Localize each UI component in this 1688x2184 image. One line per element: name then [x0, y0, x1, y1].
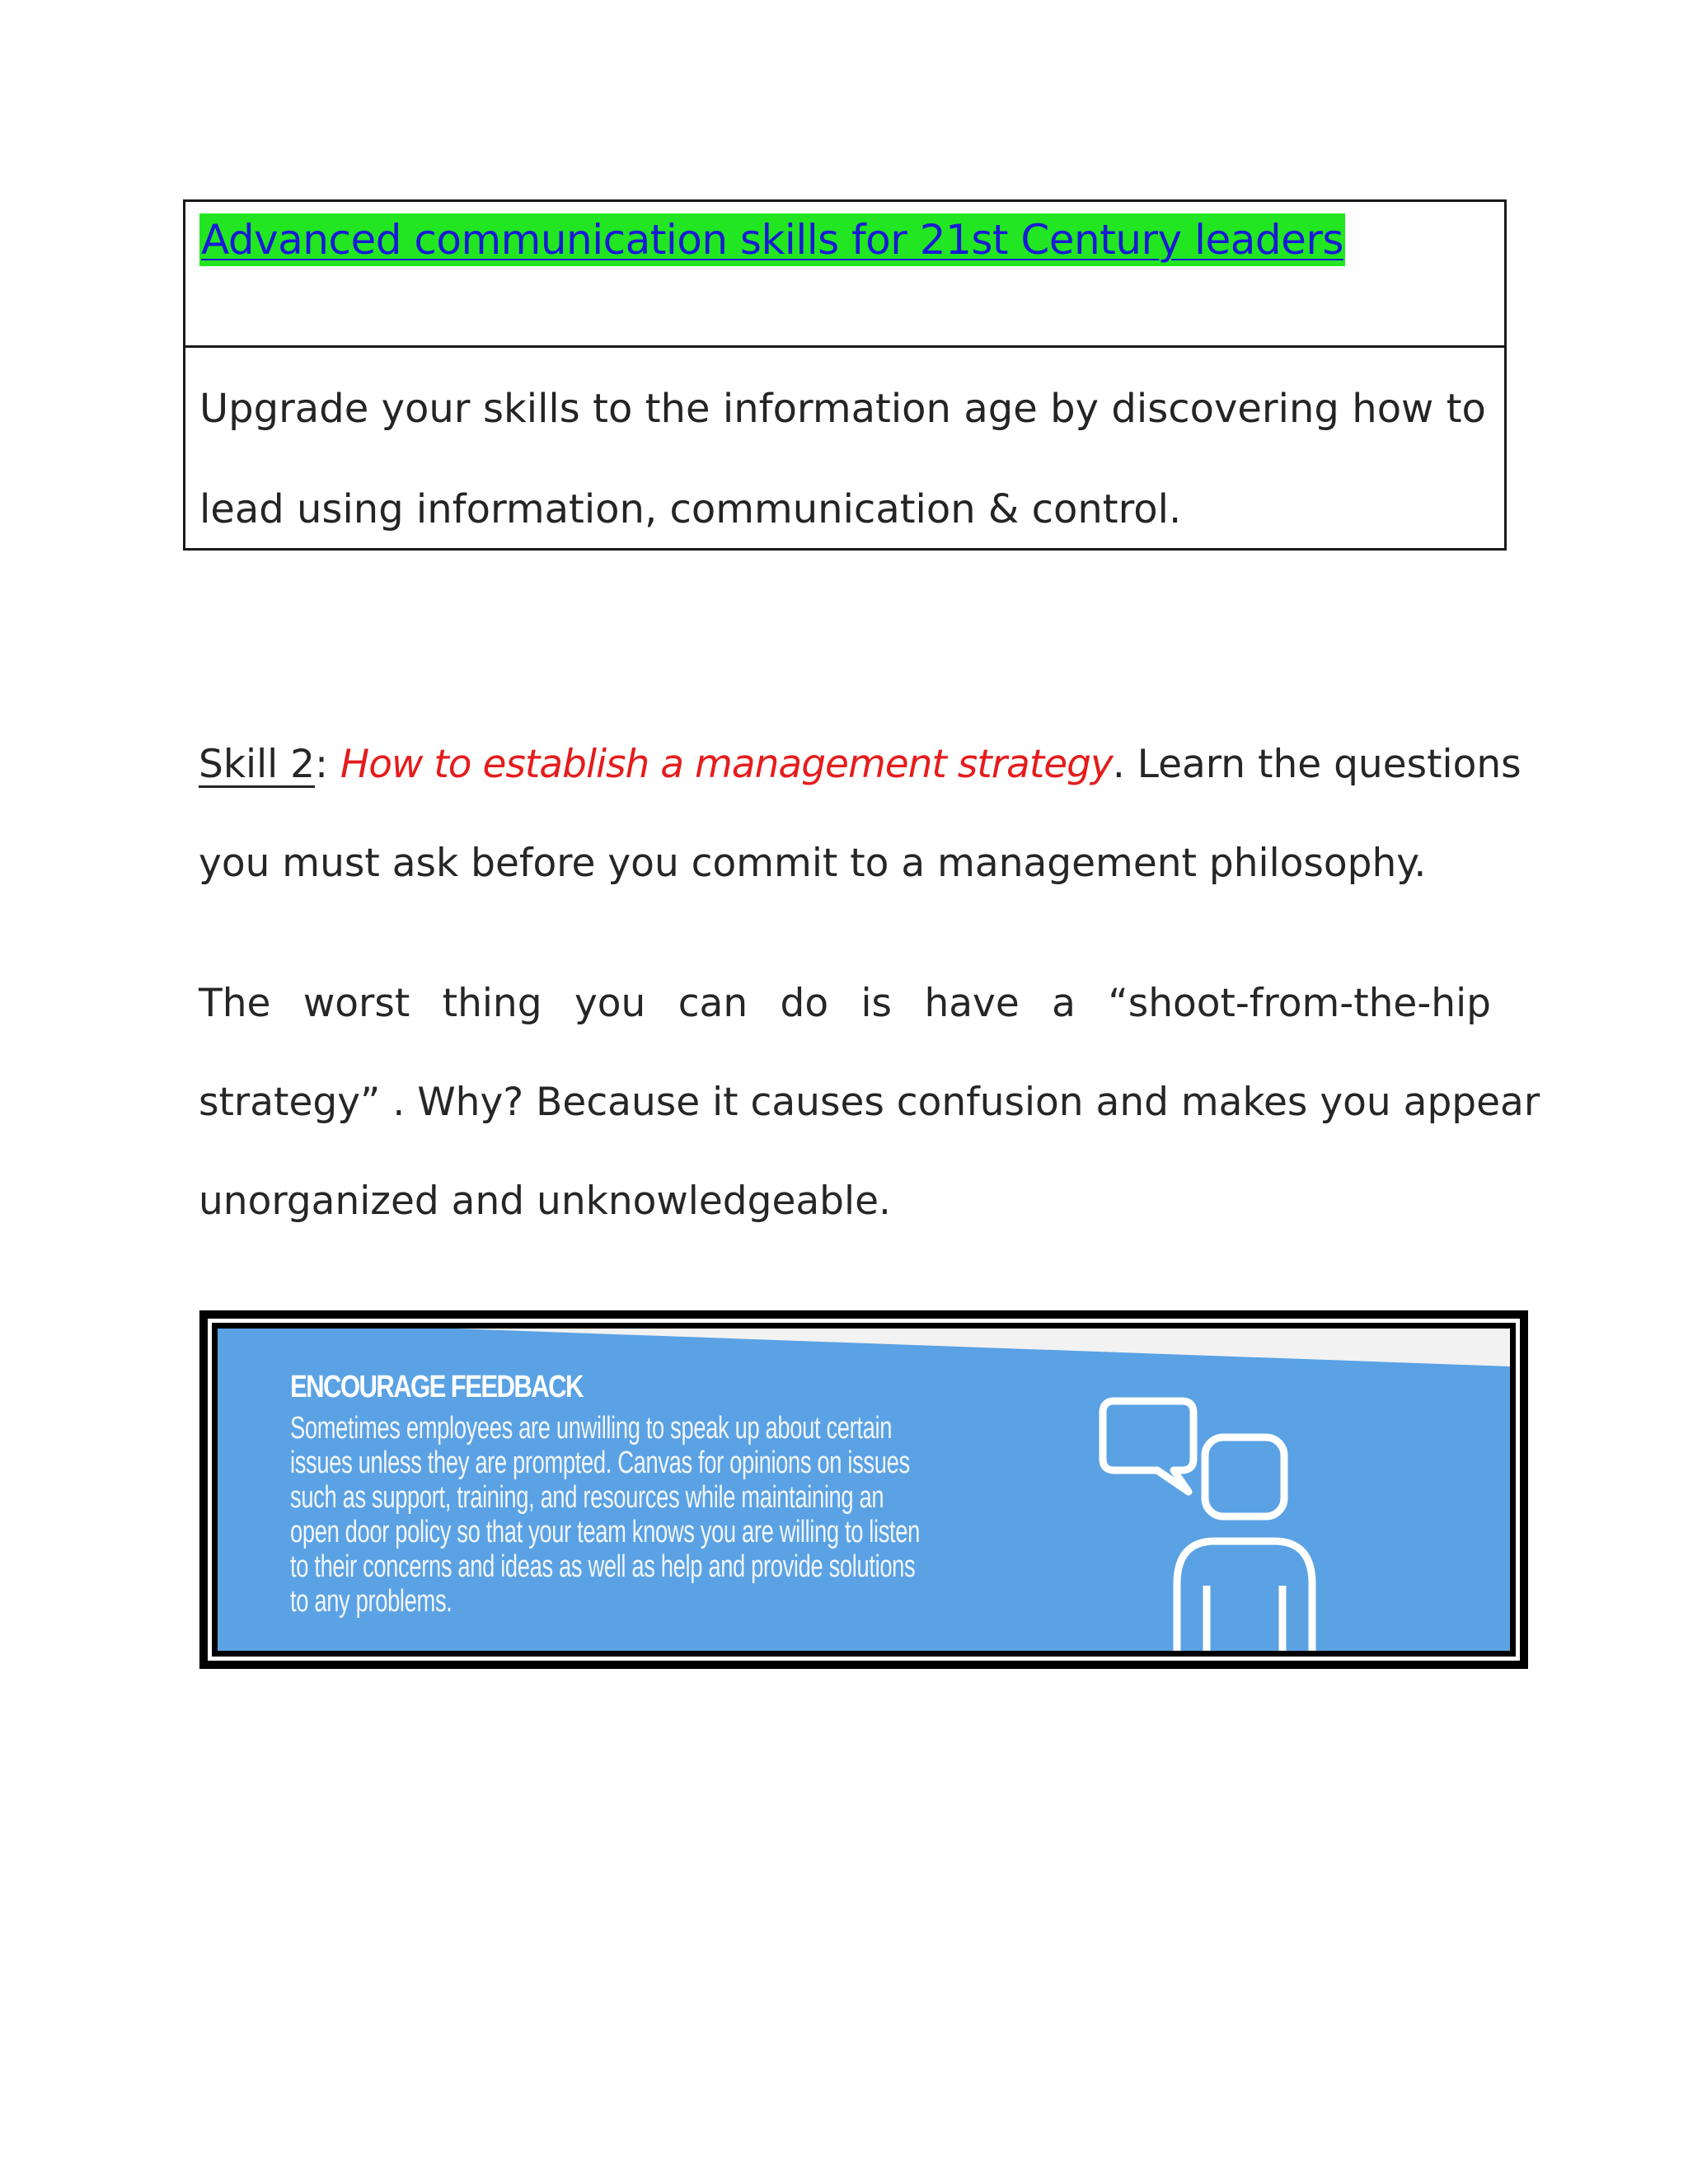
body-word: you	[574, 981, 646, 1026]
feedback-text-line: to their concerns and ideas as well as help and provide solutions	[290, 1549, 916, 1584]
subtitle-word: skills	[482, 386, 580, 432]
body-word: have	[924, 981, 1020, 1026]
header-title-cell	[185, 202, 1504, 348]
body-word: worst	[302, 981, 410, 1026]
skill-line-1-tail: . Learn the questions	[1112, 742, 1522, 787]
body-word: is	[860, 981, 893, 1026]
body-word: do	[780, 981, 829, 1026]
feedback-text-line: issues unless they are prompted. Canvas for opinions on issues	[290, 1446, 910, 1480]
body-line-3: unorganized and unknowledgeable.	[199, 1179, 891, 1224]
skill-label: Skill 2	[199, 742, 316, 787]
body-word: can	[678, 981, 748, 1026]
body-paragraph	[199, 954, 1540, 1251]
body-line-1	[199, 954, 1491, 1053]
subtitle-word: the	[645, 386, 710, 432]
body-word: The	[199, 981, 271, 1026]
body-word: thing	[442, 981, 542, 1026]
subtitle-word: Upgrade	[199, 386, 369, 432]
person-with-speech-bubble-icon	[1091, 1394, 1372, 1651]
feedback-heading: ENCOURAGE FEEDBACK	[290, 1370, 583, 1404]
body-line-2: strategy” . Why? Because it causes confusion and makes you appear	[199, 1080, 1540, 1125]
subtitle-word: age	[964, 386, 1038, 432]
skill-paragraph	[199, 715, 1522, 913]
subtitle-line-2: lead using information, communication & control.	[199, 486, 1182, 532]
feedback-text-line: to any problems.	[290, 1584, 452, 1619]
skill-line-1	[199, 715, 1522, 814]
subtitle-word: to	[1446, 386, 1486, 432]
subtitle-word: by	[1050, 386, 1100, 432]
course-title-link[interactable]: Advanced communication skills for 21st Century leaders	[199, 213, 1345, 266]
feedback-text	[290, 1411, 920, 1619]
subtitle-word: your	[381, 386, 471, 432]
feedback-text-line: Sometimes employees are unwilling to speak up about certain	[290, 1411, 893, 1446]
subtitle-word: to	[593, 386, 633, 432]
subtitle-word: information	[722, 386, 951, 432]
feedback-text-line: such as support, training, and resources while maintaining an	[290, 1480, 884, 1515]
header-subtitle-cell	[199, 359, 1486, 560]
skill-colon: :	[315, 742, 328, 787]
subtitle-word: discovering	[1111, 386, 1339, 432]
feedback-text-line: open door policy so that your team knows you are willing to listen	[290, 1515, 921, 1549]
skill-title: How to establish a management strategy	[340, 742, 1113, 787]
feedback-panel	[218, 1329, 1510, 1651]
header-table	[183, 199, 1507, 551]
subtitle-word: how	[1352, 386, 1434, 432]
skill-line-2: you must ask before you commit to a management philosophy.	[199, 841, 1427, 886]
encourage-feedback-image	[199, 1310, 1528, 1669]
body-word: a	[1052, 981, 1076, 1026]
body-word: “shoot-from-the-hip	[1108, 981, 1491, 1026]
panel-fold-decoration	[455, 1329, 1510, 1366]
subtitle-line-1	[199, 359, 1486, 459]
